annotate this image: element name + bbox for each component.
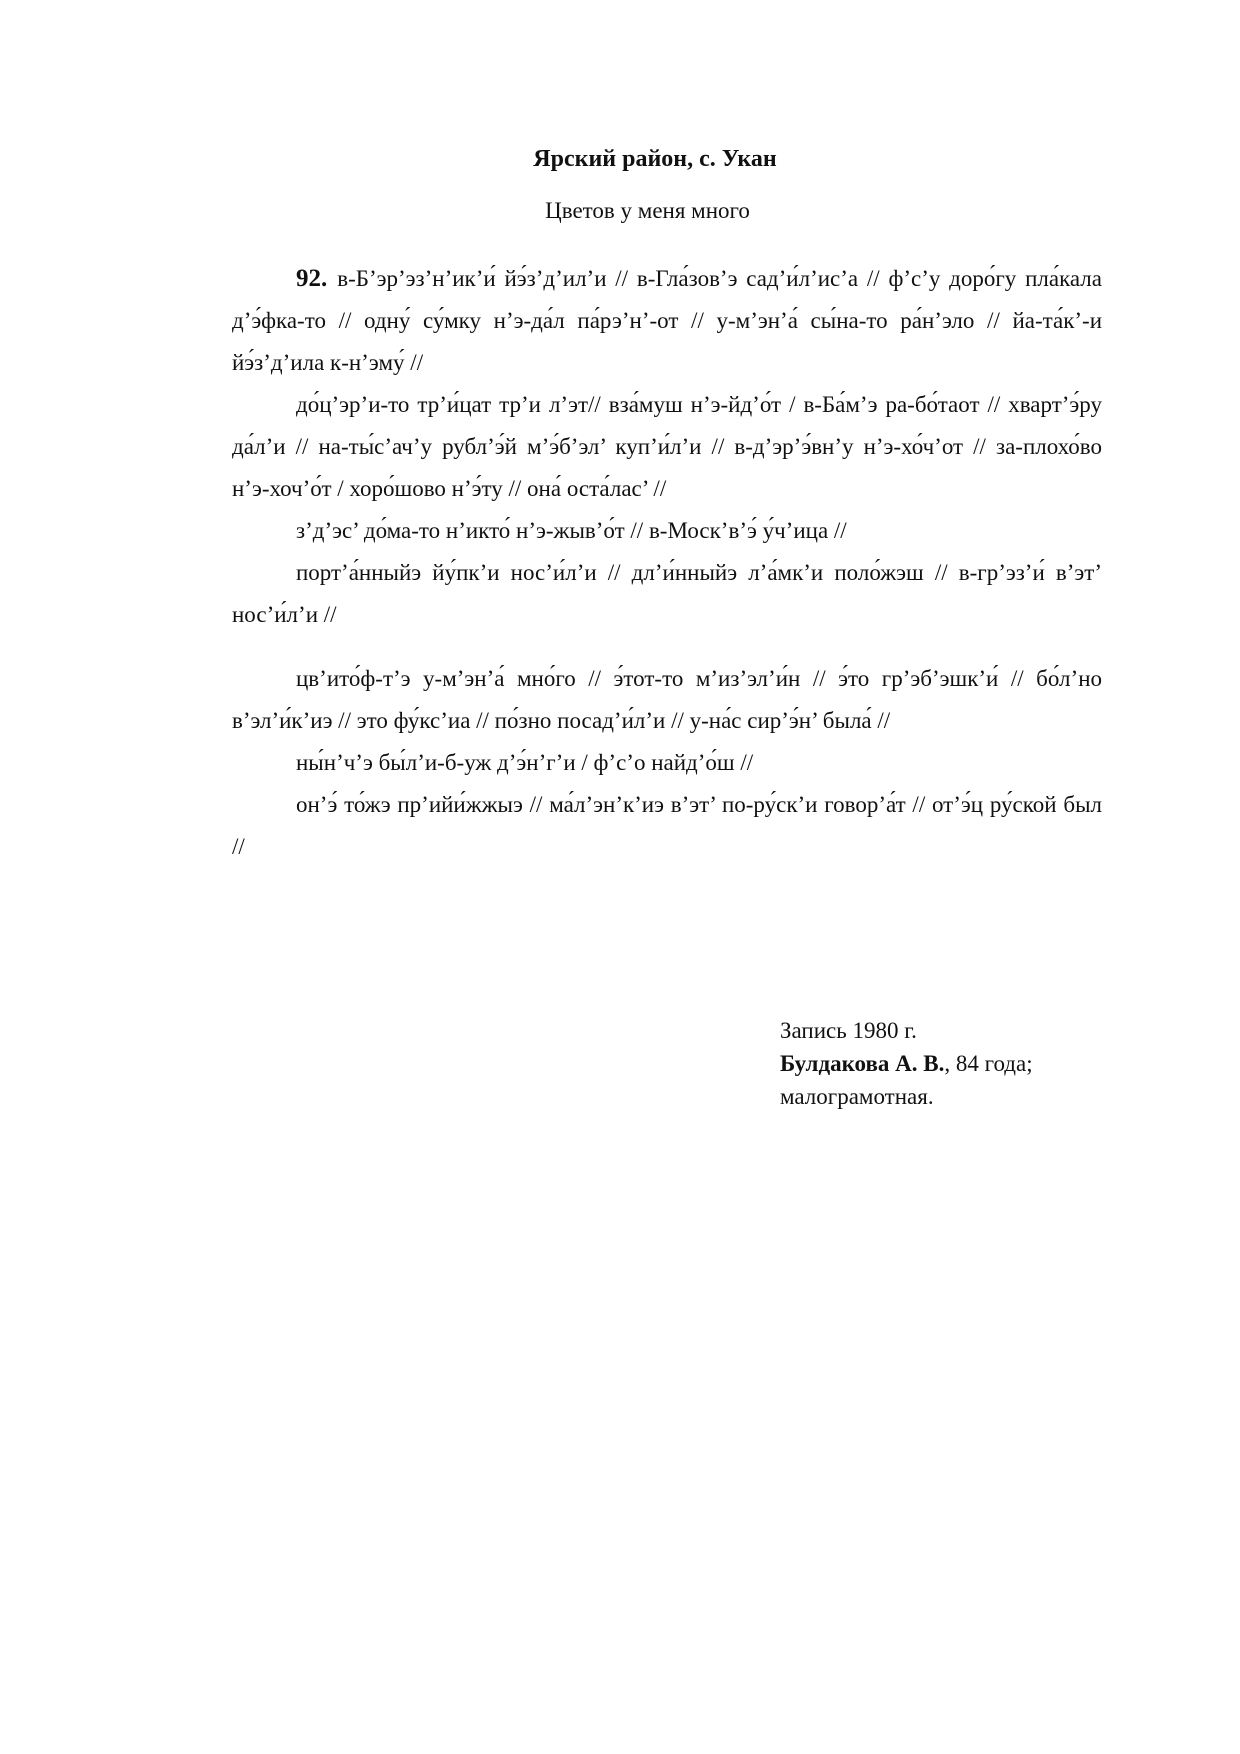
informant-line (780, 1047, 1033, 1080)
record-signature (780, 1014, 1033, 1113)
paragraph-2: до́ц’эр’и-то тр’и́цат тр’и л’эт// вза́муш н’э-йд’о́т / в-Ба́м’э ра-бо́таот // хварт’э́ру да́л’и // на-ты́с’ач’у рубл’э́й м’э́б’эл’ куп’и́л’и // в-д’эр’э́вн’у н’э-хо́ч’от // за-плохо́во н’э-хоч’о́т / хоро́шово н’э́ту // она́ оста́лас’ // (232, 392, 1102, 501)
informant-name: Булдакова А. В. (780, 1051, 945, 1076)
song-title: Цветов у меня много (545, 198, 750, 223)
paragraph-1 (232, 258, 1102, 384)
region-title: Ярский район, с. Укан (533, 146, 777, 172)
paragraph-3: з’д’эс’ до́ма-то н’икто́ н’э-жыв’о́т // в-Моск’в’э́ у́ч’ица // (296, 518, 847, 543)
paragraph-4: порт’а́нныйэ йу́пк’и нос’и́л’и // дл’и́нныйэ л’а́мк’и поло́жэш // в-гр’эз’и́ в’эт’ нос’и́л’и // (232, 560, 1102, 627)
record-year: Запись 1980 г. (780, 1018, 917, 1043)
informant-age: , 84 года; (944, 1051, 1033, 1076)
paragraph-5: цв’ито́ф-т’э у-м’эн’а́ мно́го // э́тот-то м’из’эл’и́н // э́то гр’эб’эшк’и́ // бо́л’но в’эл’и́к’иэ // это фу́кс’иа // по́зно посад’и́л’и // у-на́с сир’э́н’ была́ // (232, 666, 1102, 733)
paragraph-7: он’э́ то́жэ пр’ийи́жжыэ // ма́л’эн’к’иэ в’эт’ по-ру́ск’и говор’а́т // от’э́ц ру́ской был // (232, 792, 1102, 859)
transcript-text (232, 258, 1102, 868)
entry-number: 92. (296, 265, 328, 292)
informant-literacy: малограмотная. (780, 1084, 934, 1109)
paragraph-6: ны́н’ч’э бы́л’и-б-уж д’э́н’г’и / ф’с’о найд’о́ш // (296, 750, 754, 775)
paragraph-text: в-Б’эр’эз’н’ик’и́ йэ́з’д’ил’и // в-Гла́зов’э сад’и́л’ис’а // ф’с’у доро́гу пла́кала д’э́фка-то // одну́ су́мку н’э-да́л па́рэ’н’-от // у-м’эн’а́ сы́на-то ра́н’эло // йа-та́к’-и йэ́з’д’ила к-н’эму́ // (232, 266, 1102, 375)
